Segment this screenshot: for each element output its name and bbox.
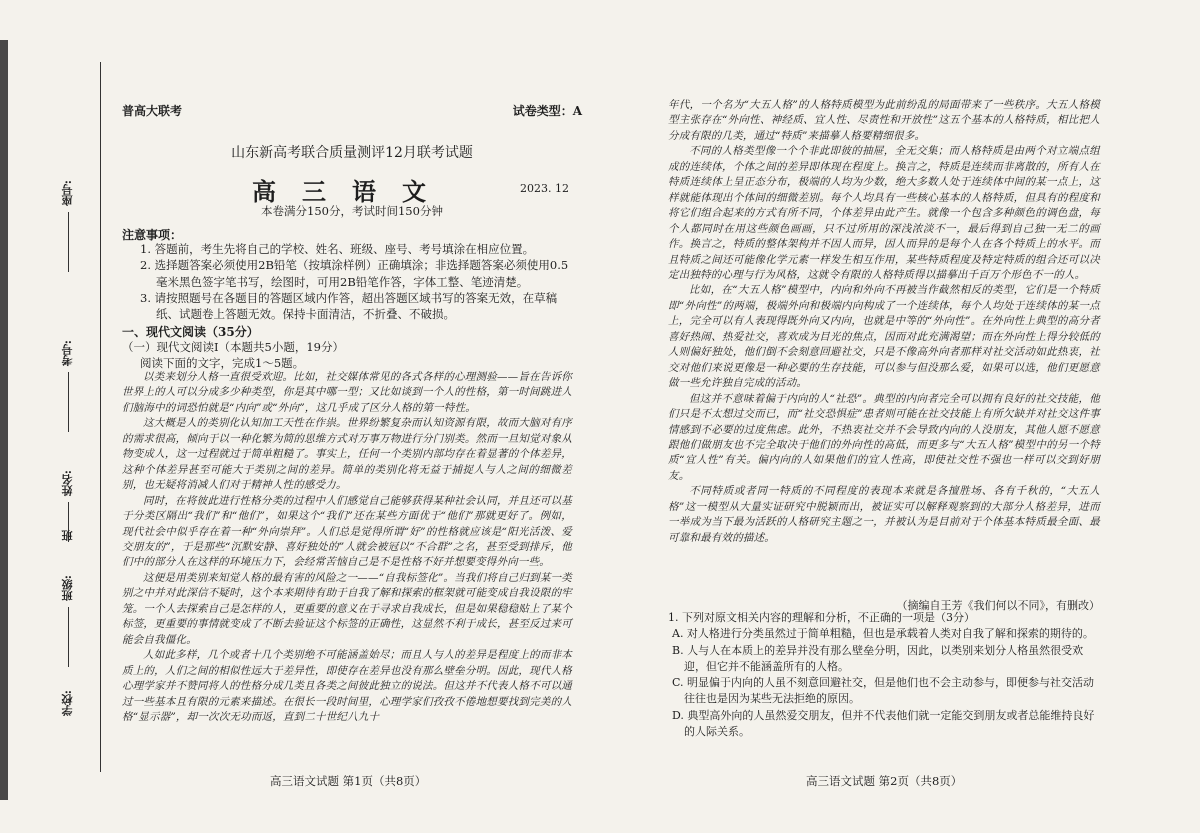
seat-blank	[68, 212, 69, 272]
school-label: 学校:	[61, 690, 74, 717]
subsection-heading: （一）现代文阅读Ⅰ（本题共5小题，19分）	[122, 340, 344, 354]
notes-list	[140, 241, 574, 322]
note-item: 1. 答题前，考生先将自己的学校、姓名、班级、座号、考号填涂在相应位置。	[140, 242, 535, 256]
reading-instruction: 阅读下面的文字，完成1～5题。	[140, 356, 305, 370]
seat-label: 座号:	[61, 180, 74, 207]
option-b: B. 人与人在本质上的差异并没有那么壁垒分明，因此，以类别来划分人格虽然很受欢迎，但它并不能涵盖所有的人格。	[672, 643, 1084, 673]
passage-paragraph: 不同特质或者同一特质的不同程度的表现本来就是各擅胜场、各有千秋的，“大五人格”这一模型从大量实证研究中脱颖而出，被证实可以解释观察到的大部分人格差异，进而一举成为当下最为活跃的人格研究主题之一，并被认为是目前对于个体基本特质最全面、最可靠和最有效的描述。	[668, 485, 1100, 544]
passage-right-column	[668, 98, 1100, 546]
exam-date: 2023. 12	[520, 182, 569, 195]
section-heading: 一、现代文阅读（35分）	[122, 325, 259, 339]
option-a: A. 对人格进行分类虽然过于简单粗糙，但也是承载着人类对自我了解和探索的期待的。	[672, 627, 1094, 641]
passage-left-column	[122, 370, 572, 725]
exam-no-label: 考号:	[61, 340, 74, 367]
question-1	[668, 610, 1100, 740]
exam-no-blank	[68, 372, 69, 432]
note-item: 2. 选择题答案必须使用2B铅笔（按填涂样例）正确填涂；非选择题答案必须使用0.5毫米黑色签字笔书写，绘图时，可用2B铅笔作答，字体工整、笔迹清楚。	[140, 258, 569, 289]
passage-paragraph: 这大概是人的类别化认知加工天性在作祟。世界纷繁复杂而认知资源有限，故而大脑对有序的需求很高，倾向于以一种化繁为简的思维方式对万事万物进行分门别类。然而一旦知觉对象从物变成人，这一过程就过于简单粗糙了。事实上，任何一个类别内部均存在着显著的个体差异，这种个体差异甚至可能大于类别之间的差异。简单的类别化将无益于捕捉人与人之间的细微差别，也无疑将消减人们对于精神人性的感受力。	[122, 417, 572, 492]
class-field	[60, 575, 76, 673]
class-label: 班级:	[61, 575, 74, 602]
page-footer-left: 高三语文试题 第1页（共8页）	[270, 774, 427, 788]
note-item: 3. 请按照题号在各题目的答题区域内作答，超出答题区域书写的答案无效，在草稿纸、试题卷上答题无效。保持卡面清洁，不折叠、不破损。	[140, 290, 558, 322]
option-d: D. 典型高外向的人虽然爱交朋友，但并不代表他们就一定能交到朋友或者总能维持良好的人际关系。	[672, 708, 1095, 739]
binding-line	[100, 62, 101, 772]
page-footer-right: 高三语文试题 第2页（共8页）	[806, 774, 963, 788]
question-stem: 1. 下列对原文相关内容的理解和分析，不正确的一项是（3分）	[668, 611, 975, 624]
passage-paragraph: 同时，在将彼此进行性格分类的过程中人们感觉自己能够获得某种社会认同，并且还可以基于分类区隔出“我们”和“他们”，如果这个“我们”还在某些方面优于“他们”那就更好了。例如，现代社会中似乎存在着一种“外向崇拜”。人们总是觉得所谓“好”的性格就应该是“阳光活泼、爱交朋友的”，于是那些“沉默安静、喜好独处的”人就会被冠以“不合群”之名，甚至受到排斥，他们中的部分人在这样的环境压力下，会经常苦恼自己是不是性格不好并想要变得外向一些。	[122, 494, 572, 569]
passage-paragraph: 年代，一个名为“大五人格”的人格特质模型为此前纷乱的局面带来了一些秩序。大五人格模型主张存在“外向性、神经质、宜人性、尽责性和开放性”这五个基本的人格特质，相比把人分成有限的几类，通过“特质”来描摹人格要精细很多。	[668, 99, 1100, 142]
scan-binding-edge	[0, 40, 8, 800]
class-field-2	[60, 530, 76, 541]
class-label-2: 班	[61, 530, 74, 541]
passage-paragraph: 以类来划分人格一直很受欢迎。比如，社交媒体常见的各式各样的心理测验——旨在告诉你世界上的人可以分成多少种类型，你是其中哪一型；又比如谈到一个人的性格，第一时间跳进人们脑海中的词恐怕就是“内向”或“外向”，这几乎成了区分人格的第一特性。	[122, 371, 572, 414]
passage-paragraph: 不同的人格类型像一个个非此即彼的抽屉，全无交集；而人格特质是由两个对立端点组成的连续体，个体之间的差异即体现在程度上。换言之，特质是连续而非离散的，所有人在特质连续体上呈正态分布，极端的人均为少数，绝大多数人处于连续体中间的某一点上，这样就能体现出个体间的细微差别。每个人均具有一些核心基本的人格特质，但具有的程度和将它们组合起来的方式有所不同，个体差异由此产生。就像一个包含多种颜色的调色盘，每个人都同时在用这些颜色画画，只不过所用的深浅浓淡不一，最后得到自己独一无二的画作。换言之，特质的整体架构并不因人而异，因人而异的是每个人在各个特质上的水平。而且特质之间还可能像化学元素一样发生相互作用，某些特质程度及特定特质的组合还可以决定出独特的心理与行为风格，这就令有限的人格特质得以描摹出千百万个形色不一的人。	[668, 145, 1100, 281]
passage-paragraph: 但这并不意味着偏于内向的人“社恐”。典型的内向者完全可以拥有良好的社交技能，他们只是不太想过交而已，而“社交恐惧症”患者则可能在社交技能上有所欠缺并对社交这件事情感到不必要的过度焦虑。此外，不热衷社交并不会导致内向的人没朋友，其他人愿不愿意跟他们做朋友也不完全取决于他们的外向性的高低，而更多与“大五人格”模型中的另一个特质“宜人性”有关。偏内向的人如果他们的宜人性高，即使社交性不强也一样可以交到好朋友。	[668, 392, 1100, 482]
exam-title: 山东新高考联合质量测评12月联考试题	[231, 145, 473, 161]
passage-paragraph: 这便是用类别来知觉人格的最有害的风险之一——“自我标签化”。当我们将自己归到某一类别之中并对此深信不疑时，这个本来期待有助于自我了解和探索的框架就可能变成自我设限的牢笼。一个人去探索自己是怎样的人，更重要的意义在于寻求自我成长，但是如果稳稳贴上了某个标签，更重要的事情就变成了不断去验证这个标签的正确性，这显然不利于成长，甚至反过来可能会自我僵化。	[122, 571, 572, 646]
subject-title: 高三语文	[252, 177, 452, 206]
passage-paragraph: 比如，在“大五人格”模型中，内向和外向不再被当作截然相反的类型，它们是一个特质即“外向性”的两端，极端外向和极端内向构成了一个连续体，每个人均处于连续体的某一点上，完全可以有人表现得既外向又内向，也就是中等的“外向性”。在外向性上典型的高分者喜好热闹、热爱社交，喜欢成为目光的焦点，因而对此充满渴望；而在外向性上得分较低的人则偏好独处，他们倒不会刻意回避社交，只是不像高外向者那样对社交活动如此热衷，社交对他们来说更像是一种必要的生存技能，可以参与但没那么爱，如果可以选，他们更愿意做一些允许独自完成的活动。	[668, 284, 1100, 390]
seat-field	[60, 180, 76, 278]
notes-heading: 注意事项：	[122, 228, 183, 242]
org-name: 普高大联考	[122, 104, 183, 118]
score-info: 本卷满分150分，考试时间150分钟	[261, 204, 443, 218]
exam-no-field	[60, 340, 76, 438]
paper-type: 试卷类型：A	[512, 104, 582, 118]
passage-paragraph: 人如此多样，几个或者十几个类别绝不可能涵盖始尽；而且人与人的差异是程度上的而非本质上的，人们之间的相似性远大于差异性，即使存在差异也没有那么壁垒分明。因此，现代人格心理学家并不赞同将人的性格分成几类且各类之间彼此独立的说法。但这并不代表人格不可以通过一些基本且有限的元素来描述。在很长一段时间里，心理学家们孜孜不倦地想要找到完美的人格“显示器”，却一次次无功而返，直到二十世纪八九十	[122, 649, 572, 723]
passage-source: （摘编自王芳《我们何以不同》，有删改）	[896, 599, 1100, 612]
name-label: 姓名:	[61, 470, 74, 497]
page-header	[122, 102, 582, 119]
class-blank	[68, 607, 69, 667]
option-c: C. 明显偏于内向的人虽不刻意回避社交，但是他们也不会主动参与，即便参与社交活动往往也是因为某些无法拒绝的原因。	[672, 676, 1095, 706]
school-field	[60, 690, 76, 716]
